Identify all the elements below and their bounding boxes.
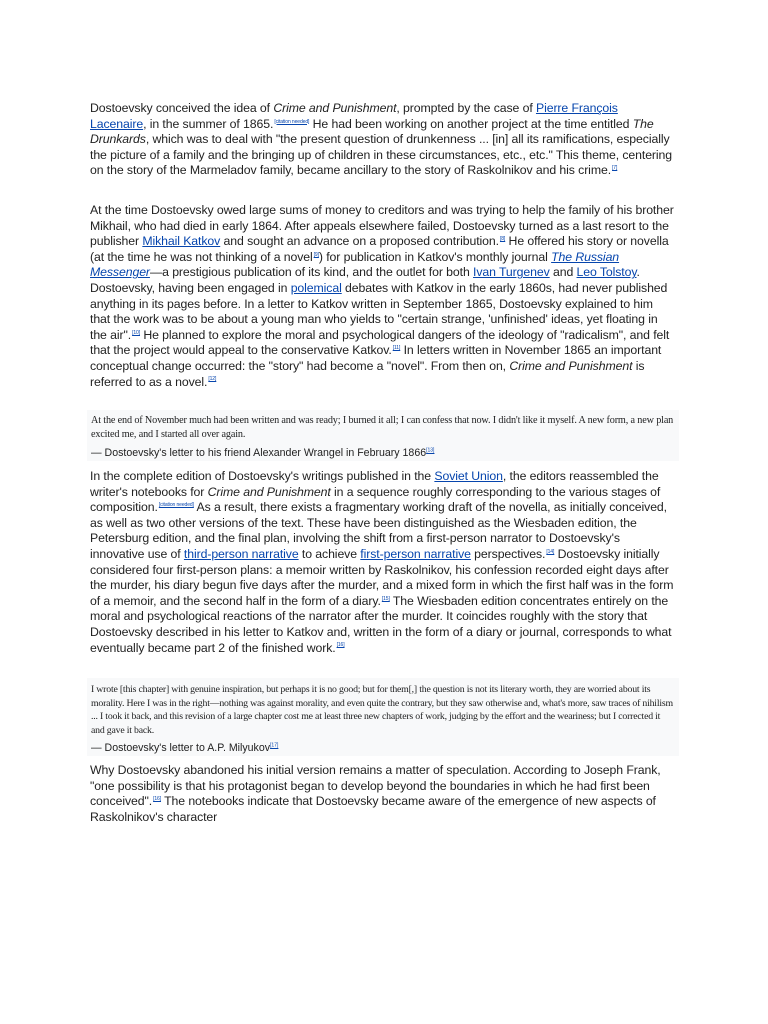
citation-needed-link[interactable]: [citation needed] — [274, 118, 310, 125]
text-span: and sought an advance on a proposed contribution. — [220, 234, 499, 249]
text-span: He offered his story or novella (at the time he was not thinking of a novel — [90, 234, 669, 264]
reference-link[interactable]: [14] — [546, 548, 555, 555]
reference-link[interactable]: [16] — [336, 642, 345, 649]
text-span: perspectives. — [470, 546, 546, 561]
link-third-person-narrative[interactable]: third-person narrative — [183, 546, 299, 561]
link-pierre-francois-lacenaire[interactable]: Pierre François Lacenaire — [90, 101, 618, 131]
link-polemical[interactable]: polemical — [290, 280, 342, 295]
reference-link[interactable]: [8] — [499, 236, 506, 243]
reference-link[interactable]: [15] — [381, 595, 390, 602]
text-span: In the complete edition of Dostoevsky's writings published in the — [90, 469, 435, 483]
blockquote-wrangel — [87, 410, 679, 461]
text-span: At the time Dostoevsky owed large sums of money to creditors and was trying to help the family of his brother Mikhail, who had died in early 1864. After appeals elsewhere failed, Dostoevsky turned as a last resort to the publisher — [90, 203, 674, 249]
italic-title: Crime and Punishment — [509, 358, 633, 373]
quote-text: I wrote [this chapter] with genuine inspiration, but perhaps it is no good; but for them[,] the question is not its literary worth, they are worried about its morality. Here I was in the right—nothing was against morality, and even quite the contrary, but they saw otherwise and, what's more, saw traces of nihilism ... I took it back, and this revision of a large chapter cost me at least three new chapters of work, judging by the effort and the weariness; but I corrected it and gave it back. — [91, 684, 673, 736]
text-span: , prompted by the case of — [396, 101, 536, 115]
paragraph-katkov — [90, 203, 676, 390]
link-soviet-union[interactable]: Soviet Union — [434, 469, 503, 483]
text-span: in a sequence roughly corresponding to the various stages of composition. — [90, 484, 661, 515]
reference-link[interactable]: [7] — [612, 165, 618, 172]
text-span: debates with Katkov in the early 1860s, had never published anything in its pages before. In a letter to Katkov written in September 1865, Dostoevsky explained to him that the work was to be about a young man who yields to "certain strange, 'unfinished' ideas, yet floating in the air". — [90, 280, 668, 342]
italic-title: Crime and Punishment — [273, 101, 397, 115]
text-span: and — [549, 265, 577, 280]
link-ivan-turgenev[interactable]: Ivan Turgenev — [473, 265, 550, 280]
paragraph-speculation — [90, 763, 676, 825]
text-span: is referred to as a novel. — [90, 358, 645, 389]
text-span: The Wiesbaden edition concentrates entirely on the moral and psychological reactions of the narrator after the murder. It coincides roughly with the story that Dostoevsky described in his letter to Katkov and, written in the form of a diary or journal, corresponds to what eventually became part 2 of the finished work. — [90, 593, 672, 655]
text-span: As a result, there exists a fragmentary working draft of the novella, as initially conceived, as well as two other versions of the text. These have been distinguished as the Wiesbaden edition, the Petersburg edition, and the final plan, involving the shift from a first-person narrator to Dostoevsky's innovative use of — [90, 500, 667, 561]
text-span: Dostoevsky initially considered four first-person plans: a memoir written by Raskolnikov, his confession recorded eight days after the murder, his diary begun five days after the murder, and a mixed form in which the first half was in the form of a memoir, and the second half in the form of a diary. — [90, 546, 674, 608]
reference-link[interactable]: [9] — [313, 251, 319, 258]
text-span: ) for publication in Katkov's monthly journal — [318, 249, 552, 264]
text-span: He had been working on another project at the time entitled — [309, 116, 633, 131]
citation-text: — Dostoevsky's letter to his friend Alexander Wrangel in February 1866 — [91, 447, 427, 460]
italic-title: Crime and Punishment — [207, 484, 331, 499]
text-span: He planned to explore the moral and psychological dangers of the ideology of "radicalism", and felt that the project would appeal to the conservative Katkov. — [90, 327, 670, 358]
text-span: Why Dostoevsky abandoned his initial version remains a matter of speculation. According to Joseph Frank, "one possibility is that his protagonist began to develop beyond the boundaries in which he had first been conceived". — [90, 763, 661, 809]
text-span: to achieve — [298, 546, 361, 561]
text-span: , in the summer of 1865. — [143, 116, 274, 131]
quote-text: At the end of November much had been written and was ready; I burned it all; I can confess that now. I didn't like it myself. A new form, a new plan excited me, and I started all over again. — [91, 415, 674, 440]
citation-text: — Dostoevsky's letter to A.P. Milyukov — [91, 742, 271, 755]
text-span: In letters written in November 1865 an important conceptual change occurred: the "story" had become a "novel". From then on, — [90, 343, 662, 373]
text-span: , which was to deal with "the present question of drunkenness ... [in] all its ramifications, especially the picture of a family and the bringing up of children in these circumstances, etc., etc." This theme, centering on the story of the Marmeladov family, became ancillary to the story of Raskolnikov and his crime. — [90, 132, 673, 178]
citation-needed-link[interactable]: [citation needed] — [158, 502, 194, 509]
reference-link[interactable]: [16] — [153, 796, 162, 803]
blockquote-milyukov — [87, 678, 679, 756]
paragraph-origin — [90, 101, 676, 179]
link-first-person-narrative[interactable]: first-person narrative — [360, 546, 471, 561]
quote-citation — [91, 741, 675, 755]
text-span: The notebooks indicate that Dostoevsky became aware of the emergence of new aspects of Raskolnikov's character — [90, 794, 656, 824]
reference-link[interactable]: [17] — [270, 742, 279, 749]
text-span: . Dostoevsky, having been engaged in — [90, 265, 640, 295]
reference-link[interactable]: [12] — [208, 376, 217, 383]
link-the-russian-messenger[interactable]: The Russian Messenger — [90, 249, 620, 280]
link-mikhail-katkov[interactable]: Mikhail Katkov — [142, 234, 221, 249]
reference-link[interactable]: [11] — [392, 345, 401, 352]
text-span: —a prestigious publication of its kind, and the outlet for both — [149, 265, 474, 280]
link-leo-tolstoy[interactable]: Leo Tolstoy — [576, 265, 637, 280]
text-span: , the editors reassembled the writer's notebooks for — [90, 469, 659, 499]
paragraph-notebooks — [90, 469, 676, 656]
italic-title: The Drunkards — [90, 116, 654, 147]
quote-citation — [91, 446, 675, 460]
text-span: Dostoevsky conceived the idea of — [90, 101, 274, 115]
reference-link[interactable]: [13] — [426, 447, 435, 454]
reference-link[interactable]: [10] — [132, 329, 141, 336]
